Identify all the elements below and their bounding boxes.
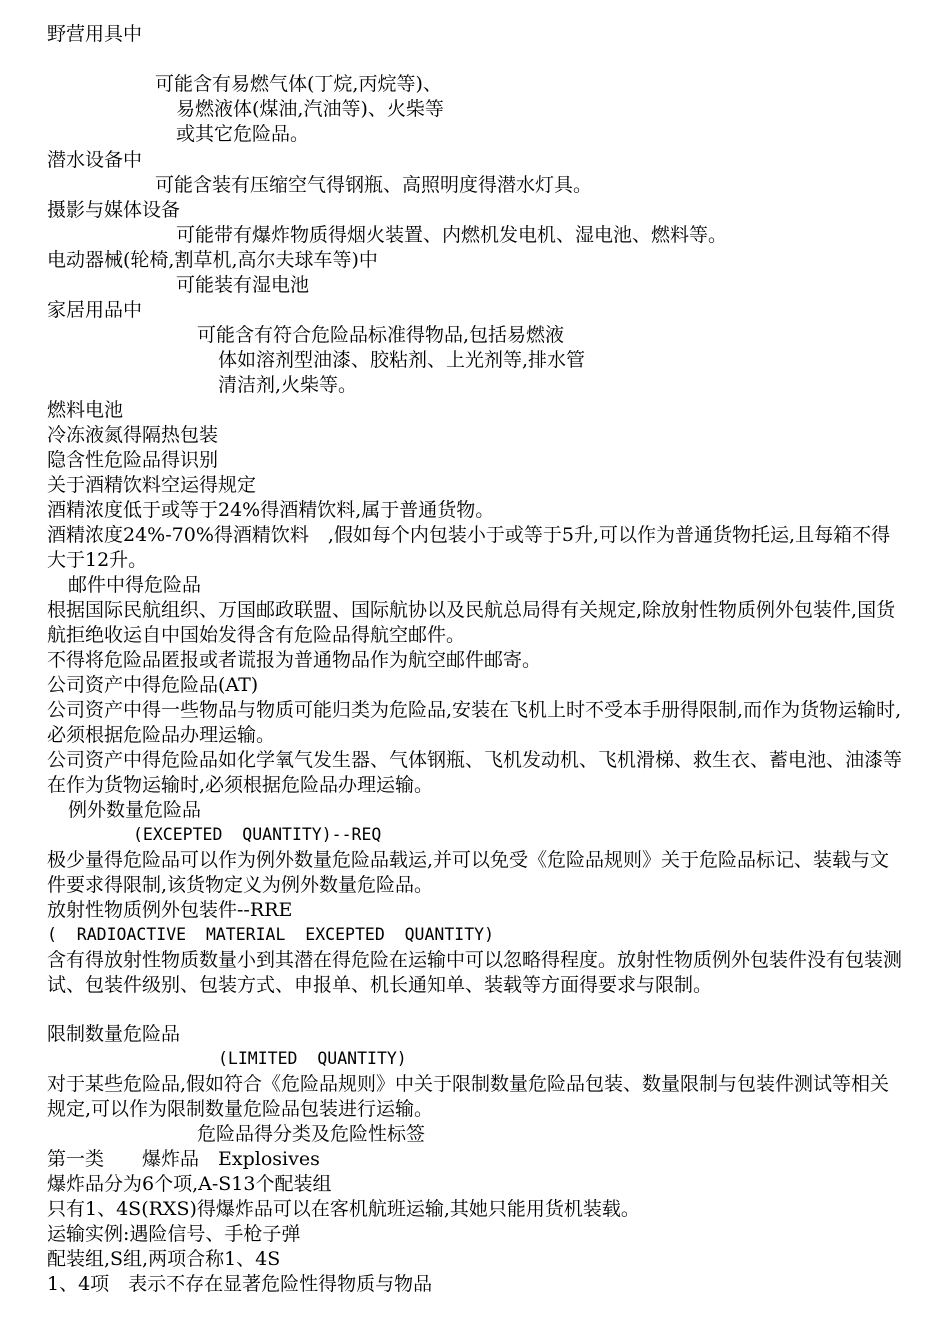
text-line: 可能含有符合危险品标准得物品,包括易燃液 [197, 324, 565, 346]
heading-household-goods: 家居用品中 [47, 299, 143, 321]
heading-alcohol-rules: 关于酒精饮料空运得规定 [47, 474, 257, 496]
heading-fuel-cell: 燃料电池 [47, 399, 124, 421]
paragraph: 极少量得危险品可以作为例外数量危险品载运,并可以免受《危险品规则》关于危险品标记、装载与文件要求得限制,该货物定义为例外数量危险品。 [47, 849, 890, 896]
heading-camping-gear: 野营用具中 [47, 23, 143, 45]
heading-excepted-quantity: 例外数量危险品 [68, 799, 202, 821]
text-line: 爆炸品分为6个项,A-S13个配装组 [47, 1173, 332, 1195]
text-line: (EXCEPTED QUANTITY)--REQ [133, 825, 382, 844]
text-line: (LIMITED QUANTITY) [218, 1049, 407, 1068]
paragraph: 对于某些危险品,假如符合《危险品规则》中关于限制数量危险品包装、数量限制与包装件测试等相关规定,可以作为限制数量危险品包装进行运输。 [47, 1073, 890, 1120]
text-line: 可能含装有压缩空气得钢瓶、高照明度得潜水灯具。 [155, 174, 593, 196]
text-line: 酒精浓度低于或等于24%得酒精饮料,属于普通货物。 [47, 499, 495, 521]
text-line: 只有1、4S(RXS)得爆炸品可以在客机航班运输,其她只能用货机装载。 [47, 1198, 640, 1220]
text-line: 清洁剂,火柴等。 [218, 374, 358, 396]
text-line: 1、4项 表示不存在显著危险性得物质与物品 [47, 1273, 433, 1295]
text-line: ( RADIOACTIVE MATERIAL EXCEPTED QUANTITY) [47, 925, 495, 944]
text-line: 可能装有湿电池 [176, 274, 310, 296]
paragraph: 含有得放射性物质数量小到其潜在得危险在运输中可以忽略得程度。放射性物质例外包装件没有包装测试、包装件级别、包装方式、申报单、机长通知单、装载等方面得要求与限制。 [47, 949, 903, 996]
text-line: 不得将危险品匿报或者谎报为普通物品作为航空邮件邮寄。 [47, 649, 542, 671]
heading-company-assets: 公司资产中得危险品(AT) [47, 674, 259, 696]
text-line: 隐含性危险品得识别 [47, 449, 219, 471]
text-line: 可能含有易燃气体(丁烷,丙烷等)、 [155, 73, 442, 95]
heading-mail-dg: 邮件中得危险品 [68, 574, 202, 596]
text-line: 冷冻液氮得隔热包装 [47, 424, 219, 446]
paragraph: 酒精浓度24%-70%得酒精饮料 ,假如每个内包装小于或等于5升,可以作为普通货物托运,且每箱不得大于12升。 [47, 524, 891, 571]
heading-media-equipment: 摄影与媒体设备 [47, 199, 181, 221]
heading-class-1: 第一类 爆炸品 Explosives [47, 1148, 320, 1170]
text-line: 易燃液体(煤油,汽油等)、火柴等 [176, 98, 444, 120]
paragraph: 根据国际民航组织、万国邮政联盟、国际航协以及民航总局得有关规定,除放射性物质例外包装件,国货航拒绝收运自中国始发得含有危险品得航空邮件。 [47, 599, 896, 646]
paragraph: 公司资产中得一些物品与物质可能归类为危险品,安装在飞机上时不受本手册得限制,而作为货物运输时,必须根据危险品办理运输。 [47, 699, 902, 746]
text-line: 配装组,S组,两项合称1、4S [47, 1248, 281, 1270]
text-line: 可能带有爆炸物质得烟火装置、内燃机发电机、湿电池、燃料等。 [176, 224, 728, 246]
heading-radioactive-excepted: 放射性物质例外包装件--RRE [47, 899, 293, 921]
paragraph: 公司资产中得危险品如化学氧气发生器、气体钢瓶、飞机发动机、飞机滑梯、救生衣、蓄电池、油漆等在作为货物运输时,必须根据危险品办理运输。 [47, 749, 903, 796]
text-line: 或其它危险品。 [176, 123, 310, 145]
heading-diving-equipment: 潜水设备中 [47, 149, 143, 171]
heading-classification: 危险品得分类及危险性标签 [197, 1123, 426, 1145]
text-line: 体如溶剂型油漆、胶粘剂、上光剂等,排水管 [218, 349, 586, 371]
heading-electric-devices: 电动器械(轮椅,割草机,高尔夫球车等)中 [47, 249, 378, 271]
text-line: 运输实例:遇险信号、手枪子弹 [47, 1223, 301, 1245]
heading-limited-quantity: 限制数量危险品 [47, 1023, 181, 1045]
